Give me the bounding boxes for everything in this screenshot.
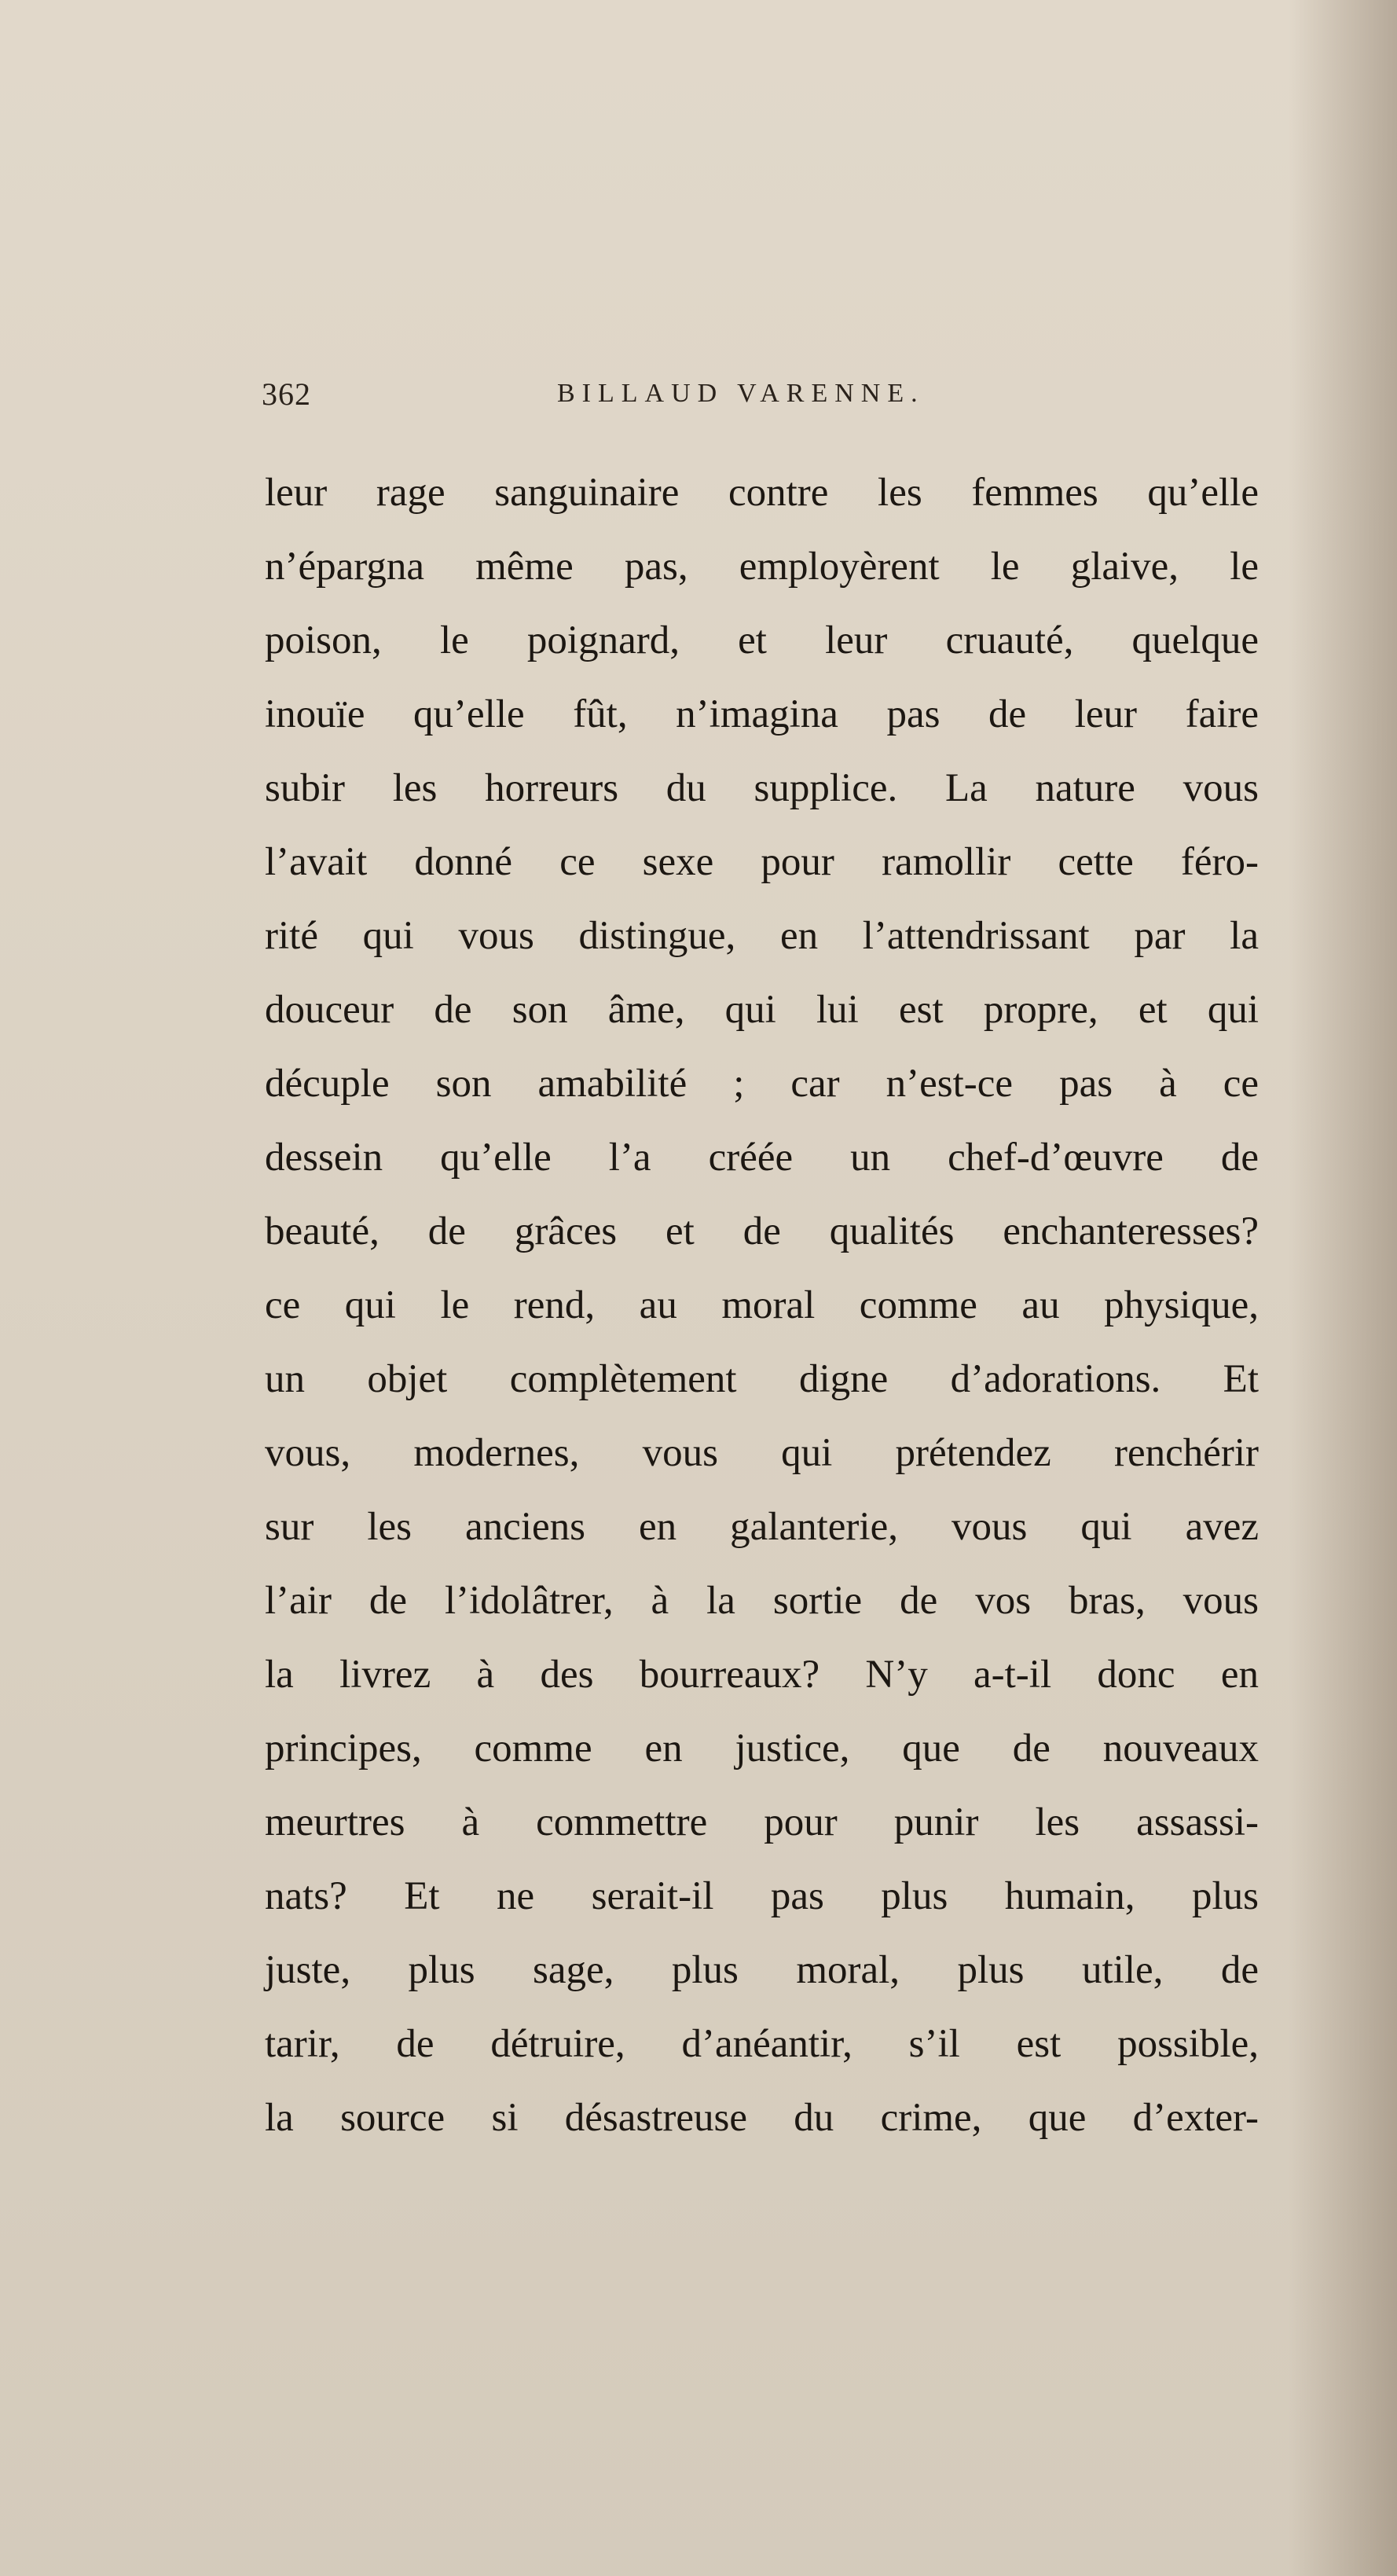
text-line: l’avait donné ce sexe pour ramollir cette féro- [265,840,1259,884]
text-line: l’air de l’idolâtrer, à la sortie de vos bras, vous [265,1579,1259,1623]
text-line: poison, le poignard, et leur cruauté, quelque [265,618,1259,662]
text-line: inouïe qu’elle fût, n’imagina pas de leur faire [265,692,1259,736]
text-line: juste, plus sage, plus moral, plus utile, de [265,1948,1259,1992]
text-line: la livrez à des bourreaux? N’y a-t-il donc en [265,1653,1259,1697]
text-line: un objet complètement digne d’adorations. Et [265,1357,1259,1401]
text-line: douceur de son âme, qui lui est propre, et qui [265,988,1259,1032]
text-line: subir les horreurs du supplice. La nature vous [265,766,1259,810]
text-line: la source si désastreuse du crime, que d’exter- [265,2096,1259,2140]
text-line: rité qui vous distingue, en l’attendrissant par la [265,914,1259,958]
text-line: principes, comme en justice, que de nouveaux [265,1727,1259,1771]
page-header [262,376,1047,423]
text-line: dessein qu’elle l’a créée un chef-d’œuvre de [265,1136,1259,1180]
running-head: BILLAUD VARENNE. [557,379,925,408]
text-line: nats? Et ne serait-il pas plus humain, plus [265,1874,1259,1918]
text-line: décuple son amabilité ; car n’est-ce pas à ce [265,1062,1259,1106]
page-number: 362 [262,376,311,412]
text-line: n’épargna même pas, employèrent le glaive, le [265,545,1259,589]
text-line: sur les anciens en galanterie, vous qui avez [265,1505,1259,1549]
text-line: meurtres à commettre pour punir les assassi- [265,1800,1259,1844]
text-line: ce qui le rend, au moral comme au physique, [265,1283,1259,1327]
text-line: vous, modernes, vous qui prétendez renchérir [265,1431,1259,1475]
text-line: leur rage sanguinaire contre les femmes qu’elle [265,471,1259,515]
body-text [265,456,1259,2155]
text-line: beauté, de grâces et de qualités enchanteresses? [265,1209,1259,1253]
text-line: tarir, de détruire, d’anéantir, s’il est possible, [265,2022,1259,2066]
